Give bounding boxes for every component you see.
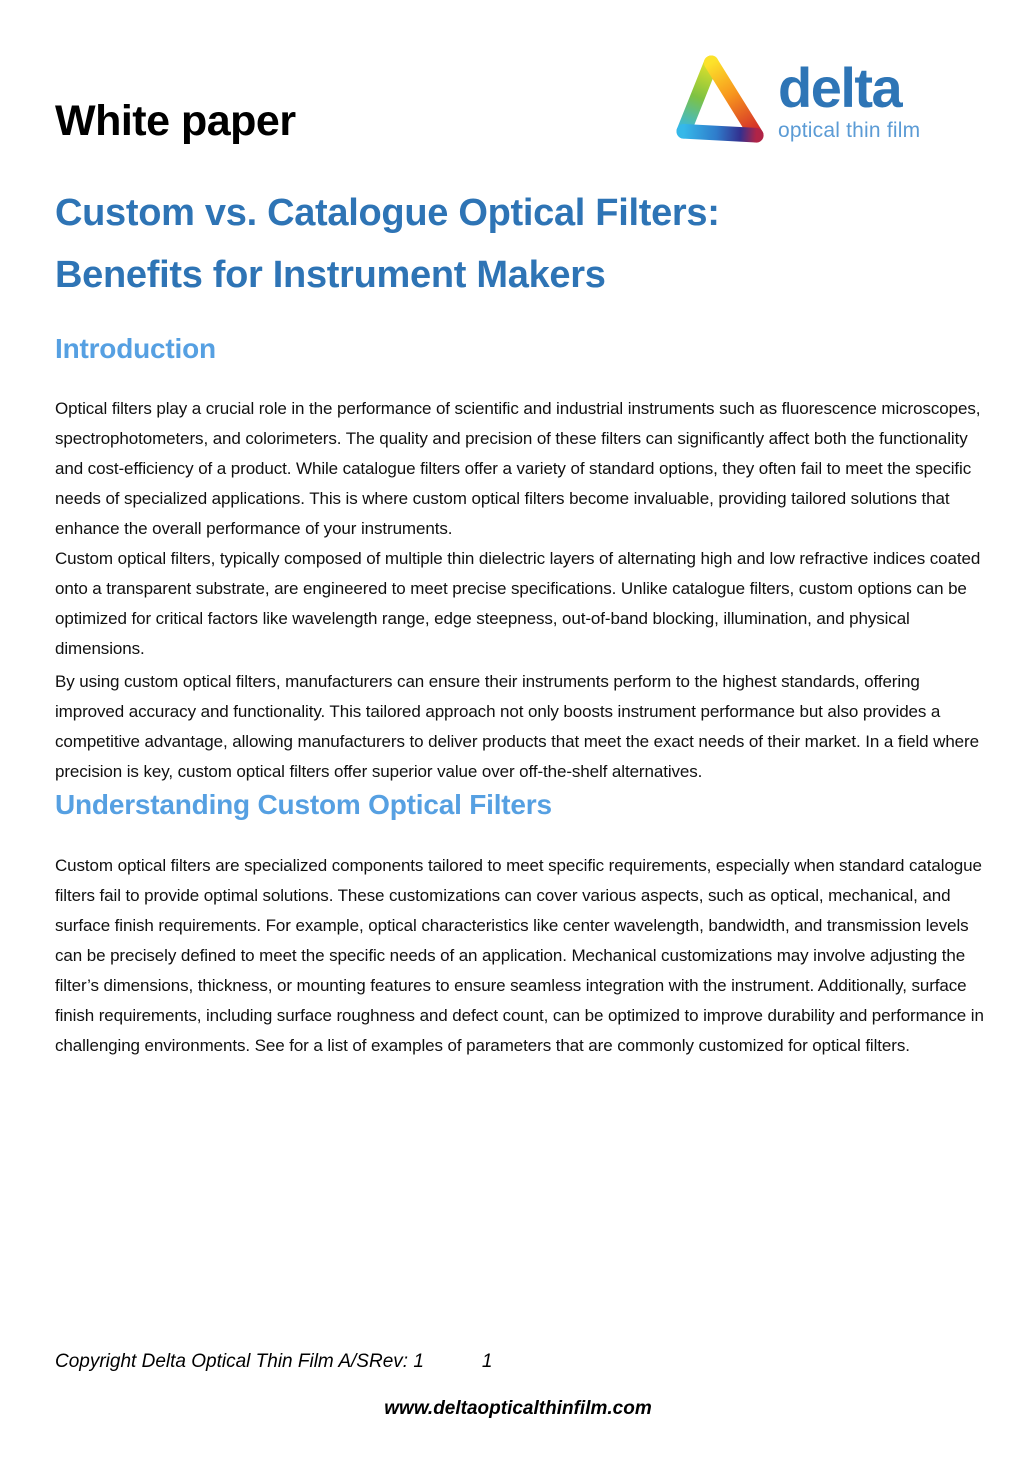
footer-copyright-line	[55, 1351, 492, 1373]
copyright-text: Copyright Delta Optical Thin Film A/S	[55, 1351, 369, 1372]
logo-wordmark	[778, 50, 920, 143]
paragraph: Optical filters play a crucial role in the performance of scientific and industrial instruments such as fluorescence microscopes, spectrophotometers, and colorimeters. The quality and precision of these filters can significantly affect both the functionality and cost-efficiency of a product. While catalogue filters offer a variety of standard options, they often fail to meet the specific needs of specialized applications. This is where custom optical filters become invaluable, providing tailored solutions that enhance the overall performance of your instruments.	[55, 399, 981, 538]
logo-brand-text: delta	[778, 56, 902, 119]
paragraph: Custom optical filters are specialized components tailored to meet specific requirements, especially when standard catalogue filters fail to provide optimal solutions. These customizations can cover various aspects, such as optical, mechanical, and surface finish requirements. For example, optical characteristics like center wavelength, bandwidth, and transmission levels can be precisely defined to meet the specific needs of an application. Mechanical customizations may involve adjusting the filter’s dimensions, thickness, or mounting features to ensure seamless integration with the instrument. Additionally, surface finish requirements, including surface roughness and defect count, can be optimized to improve durability and performance in challenging environments. See for a list of examples of parameters that are commonly customized for optical filters.	[55, 856, 984, 1055]
page-title-line1: Custom vs. Catalogue Optical Filters:	[55, 192, 720, 234]
section-heading-introduction: Introduction	[55, 333, 216, 364]
paragraph: By using custom optical filters, manufacturers can ensure their instruments perform to the highest standards, offering improved accuracy and functionality. This tailored approach not only boosts instrument performance but also provides a competitive advantage, allowing manufacturers to deliver products that meet the exact needs of their market. In a field where precision is key, custom optical filters offer superior value over off-the-shelf alternatives.	[55, 672, 979, 781]
page-title	[55, 182, 720, 306]
doc-type-label: White paper	[55, 97, 296, 145]
delta-logo	[676, 50, 920, 150]
page-title-line2: Benefits for Instrument Makers	[55, 254, 606, 296]
section-heading-understanding: Understanding Custom Optical Filters	[55, 789, 552, 820]
delta-triangle-icon	[676, 50, 766, 150]
page-number: 1	[481, 1351, 493, 1372]
logo-tagline-text: optical thin film	[778, 119, 921, 142]
website-link[interactable]: www.deltaopticalthinfilm.com	[384, 1398, 652, 1419]
paragraph: Custom optical filters, typically composed of multiple thin dielectric layers of alternating high and low refractive indices coated onto a transparent substrate, are engineered to meet precise specifications. Unlike catalogue filters, custom options can be optimized for critical factors like wavelength range, edge steepness, out-of-band blocking, illumination, and physical dimensions.	[55, 549, 981, 658]
revision-text: Rev: 1	[368, 1351, 424, 1372]
